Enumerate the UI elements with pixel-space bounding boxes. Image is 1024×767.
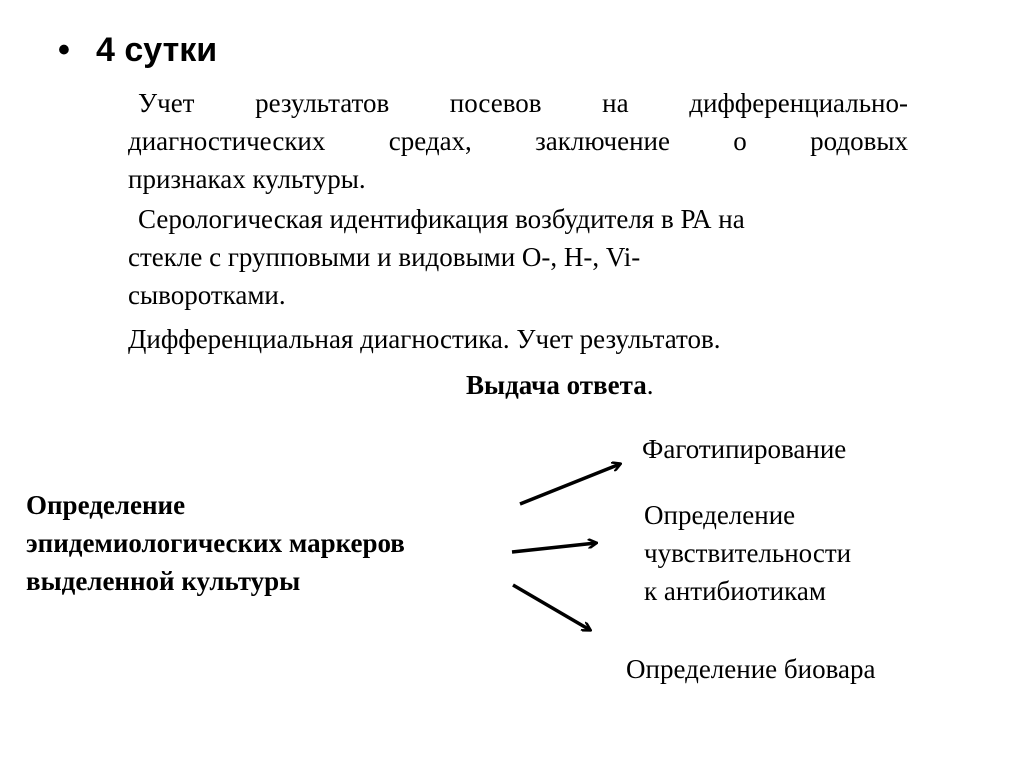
issue-answer-text: Выдача ответа <box>466 370 647 400</box>
paragraph-line: сыворотками. <box>128 280 286 310</box>
paragraph-line: Серологическая идентификация возбудителя в РА на <box>138 204 745 234</box>
source-line: эпидемиологических маркеров <box>26 528 405 558</box>
heading-text: 4 сутки <box>96 31 218 69</box>
paragraph-line: Дифференциальная диагностика. Учет результатов. <box>128 324 721 354</box>
issue-answer-period: . <box>646 370 654 400</box>
paragraph-line: Учет результатов посевов на дифференциально- <box>138 88 908 118</box>
arrow-to-phage-typing <box>520 464 620 504</box>
bullet-glyph: • <box>58 31 70 69</box>
target-line: Определение <box>644 500 796 530</box>
target-line: чувствительности <box>644 538 852 568</box>
target-phage-typing: Фаготипирование <box>642 434 847 464</box>
paragraph-line: диагностических средах, заключение о родовых <box>128 126 908 156</box>
arrow-to-sensitivity <box>512 543 596 552</box>
target-biovar: Определение биовара <box>626 654 876 684</box>
arrow-to-biovar <box>513 585 590 630</box>
source-line: Определение <box>26 490 186 520</box>
target-line: к антибиотикам <box>644 576 826 606</box>
paragraph-line: признаках культуры. <box>128 164 366 194</box>
source-line: выделенной культуры <box>26 566 301 596</box>
paragraph-line: стекле с групповыми и видовыми О-, Н-, Vi- <box>128 242 641 272</box>
